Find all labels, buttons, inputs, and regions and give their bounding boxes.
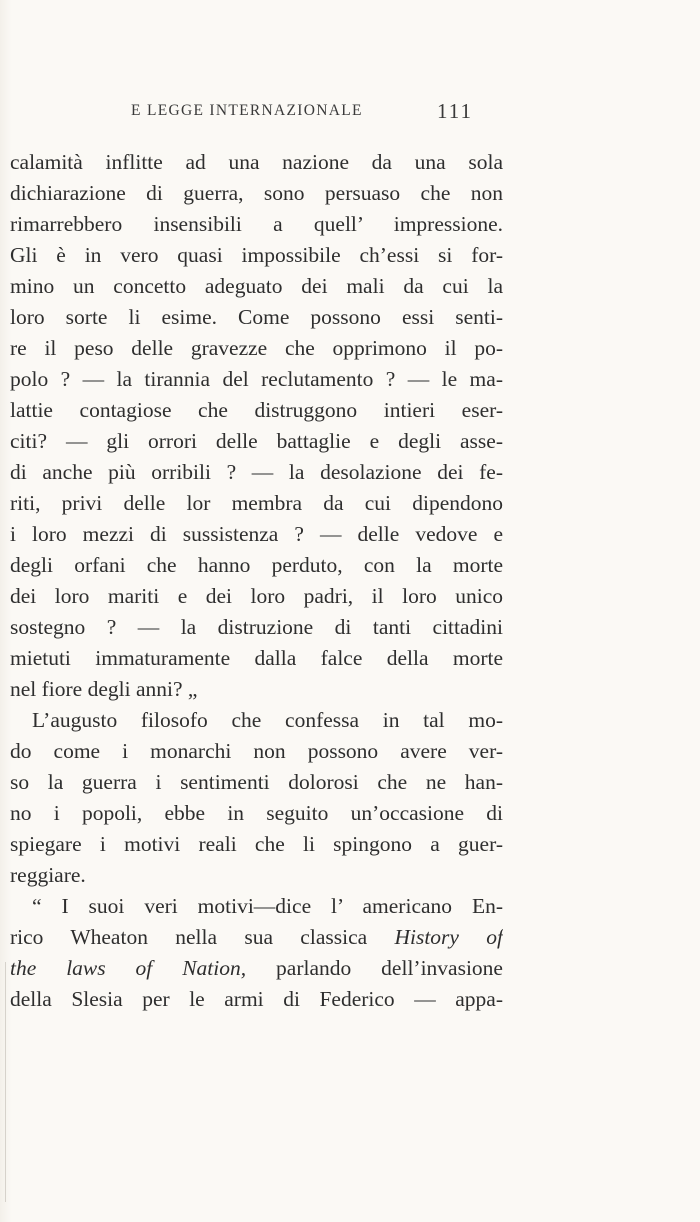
text-line: dei loro mariti e dei loro padri, il loro unico [10,584,503,608]
text-line: mino un concetto adeguato dei mali da cui la [10,274,503,298]
text-line: rimarrebbero insensibili a quell’ impressione. [10,212,503,236]
text-line: citi? — gli orrori delle battaglie e degli asse- [10,429,503,453]
text-fragment: parlando dell’invasione [246,956,503,980]
text-line: so la guerra i sentimenti dolorosi che ne han- [10,770,503,794]
text-line: lattie contagiose che distruggono intieri eser- [10,398,503,422]
book-title-italic: the laws of Nation, [10,956,247,980]
text-line: re il peso delle gravezze che opprimono il po- [10,336,503,360]
running-head: E LEGGE INTERNAZIONALE [131,102,363,119]
text-line: do come i monarchi non possono avere ver- [10,739,503,763]
text-line: della Slesia per le armi di Federico — appa- [10,987,503,1011]
text-line: mietuti immaturamente dalla falce della morte [10,646,503,670]
text-line: di anche più orribili ? — la desolazione dei fe- [10,460,503,484]
text-line: “ I suoi veri motivi—dice l’ americano En- [32,894,503,918]
text-line: i loro mezzi di sussistenza ? — delle vedove e [10,522,503,546]
text-line-with-title [10,953,503,984]
text-line: polo ? — la tirannia del reclutamento ? — le ma- [10,367,503,391]
text-line-with-title [10,922,503,953]
margin-mark [5,962,6,1202]
page-number: 111 [437,99,473,123]
book-title-italic: History of [394,925,503,949]
text-line: loro sorte li esime. Come possono essi senti- [10,305,503,329]
text-line: no i popoli, ebbe in seguito un’occasione di [10,801,503,825]
text-line: spiegare i motivi reali che li spingono a guer- [10,832,503,856]
text-line: Gli è in vero quasi impossibile ch’essi si for- [10,243,503,267]
text-line: reggiare. [10,863,86,887]
text-fragment: rico Wheaton nella sua classica [10,925,395,949]
text-line: calamità inflitte ad una nazione da una sola [10,150,503,174]
text-line: dichiarazione di guerra, sono persuaso che non [10,181,503,205]
text-line: degli orfani che hanno perduto, con la morte [10,553,503,577]
text-line: L’augusto filosofo che confessa in tal mo- [32,708,503,732]
text-line: sostegno ? — la distruzione di tanti cittadini [10,615,503,639]
body-text [10,147,503,1015]
text-line: riti, privi delle lor membra da cui dipendono [10,491,503,515]
text-line: nel fiore degli anni? „ [10,677,198,701]
